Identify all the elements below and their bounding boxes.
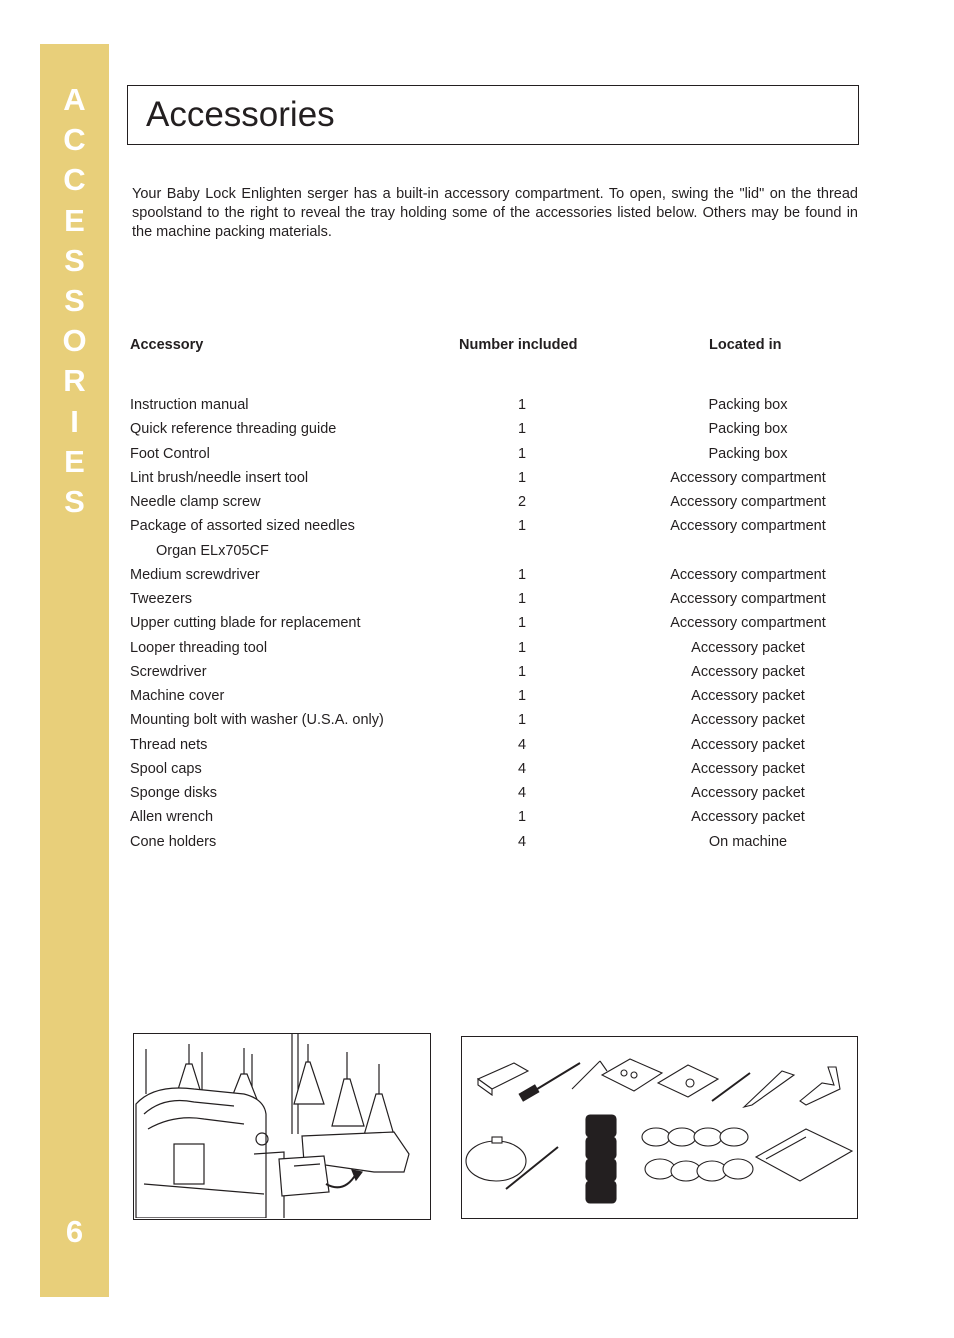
header-number-included: Number included [459,337,578,353]
header-located-in: Located in [709,337,782,353]
accessory-name: Allen wrench [130,809,214,825]
accessory-location: Accessory packet [691,640,805,656]
accessory-name: Upper cutting blade for replacement [130,615,361,631]
accessory-count: 1 [517,421,527,437]
accessory-location: Accessory packet [691,737,805,753]
accessory-location: Accessory compartment [670,470,826,486]
accessory-name: Sponge disks [130,785,218,801]
accessory-count: 1 [517,567,527,583]
accessory-location: Accessory compartment [670,567,826,583]
title-box [127,85,859,145]
needle-type-note: Organ ELx705CF [156,543,269,559]
accessory-count: 1 [517,640,527,656]
table-row [130,397,890,421]
accessory-name: Mounting bolt with washer (U.S.A. only) [130,712,384,728]
table-row [130,834,890,858]
side-letter: E [64,202,85,238]
side-letter: A [63,82,86,117]
accessory-location: Packing box [708,446,788,462]
accessory-name: Cone holders [130,834,217,850]
table-row [130,737,890,761]
side-letter: O [62,323,87,359]
table-row [130,518,890,542]
accessory-count: 1 [517,397,527,413]
accessory-location: Accessory compartment [670,518,826,534]
side-tab-letters [40,80,109,522]
side-letter: S [64,483,85,519]
accessory-location: Accessory compartment [670,494,826,510]
section-side-tab [40,44,109,1297]
accessory-location: On machine [708,834,788,850]
table-row [130,446,890,470]
side-letter: E [64,443,85,479]
table-row [130,688,890,712]
accessory-name: Quick reference threading guide [130,421,337,437]
accessory-location: Packing box [708,397,788,413]
table-row [130,615,890,639]
accessory-count: 1 [517,664,527,680]
table-row [130,421,890,445]
table-row [130,785,890,809]
accessories-items-illustration [461,1036,858,1219]
side-letter: C [63,162,86,198]
table-row [130,470,890,494]
side-letter: I [70,403,79,439]
side-letter: C [63,122,86,158]
accessory-count: 1 [517,615,527,631]
accessory-location: Accessory packet [691,785,805,801]
accessory-location: Accessory packet [691,712,805,728]
page-title: Accessories [146,95,335,134]
accessory-name: Instruction manual [130,397,249,413]
accessory-location: Packing box [708,421,788,437]
accessory-location: Accessory compartment [670,591,826,607]
table-row [130,761,890,785]
table-row [130,591,890,615]
accessory-count: 4 [517,761,527,777]
table-row [130,664,890,688]
table-row [130,712,890,736]
accessory-count: 1 [517,518,527,534]
accessory-location: Accessory packet [691,664,805,680]
accessory-count: 1 [517,470,527,486]
accessory-count: 4 [517,785,527,801]
accessory-count: 1 [517,712,527,728]
table-row [130,809,890,833]
accessory-location: Accessory compartment [670,615,826,631]
accessory-name: Looper threading tool [130,640,268,656]
accessory-location: Accessory packet [691,809,805,825]
accessory-count: 2 [517,494,527,510]
accessory-name: Screwdriver [130,664,207,680]
side-letter: R [63,363,86,399]
accessory-name: Package of assorted sized needles [130,518,355,534]
accessory-name: Foot Control [130,446,210,462]
accessory-count: 1 [517,809,527,825]
accessory-count: 4 [517,737,527,753]
accessory-location: Accessory packet [691,688,805,704]
accessory-name: Thread nets [130,737,208,753]
accessory-location: Accessory packet [691,761,805,777]
accessory-name: Needle clamp screw [130,494,261,510]
accessory-name: Lint brush/needle insert tool [130,470,309,486]
accessory-count: 1 [517,446,527,462]
table-row [130,567,890,591]
accessory-count: 4 [517,834,527,850]
accessory-name: Medium screwdriver [130,567,260,583]
table-row [130,640,890,664]
table-row [130,494,890,518]
accessory-name: Tweezers [130,591,193,607]
accessory-name: Machine cover [130,688,225,704]
side-letter: S [64,282,85,318]
accessory-count: 1 [517,688,527,704]
accessory-name: Spool caps [130,761,202,777]
serger-compartment-illustration [133,1033,431,1220]
intro-paragraph: Your Baby Lock Enlighten serger has a built-in accessory compartment. To open, swing the "lid" on the thread spoolstand to the right to reveal the tray holding some of the accessories listed below. Others may be found in the machine packing materials. [132,186,858,240]
header-accessory: Accessory [130,337,204,353]
accessory-count: 1 [517,591,527,607]
page-number: 6 [65,1214,84,1249]
side-letter: S [64,242,85,278]
